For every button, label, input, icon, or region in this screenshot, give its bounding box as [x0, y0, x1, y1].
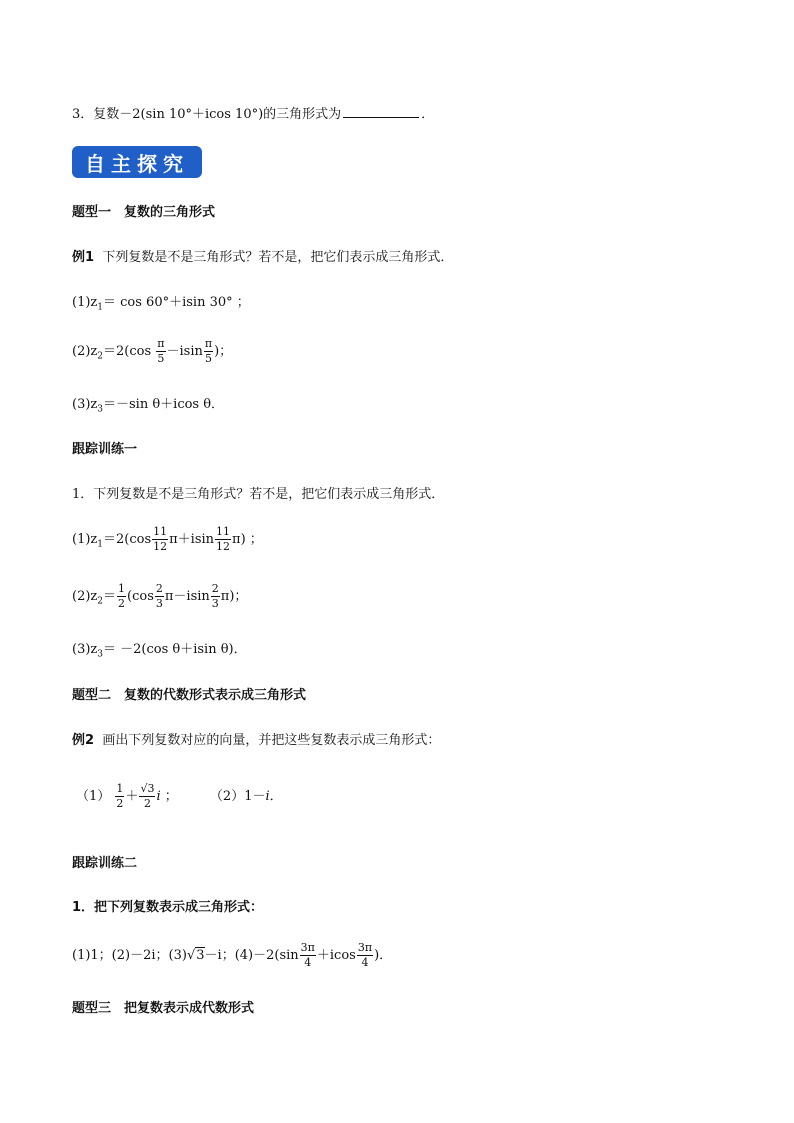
numerator: π: [204, 338, 213, 352]
denominator: 12: [216, 540, 231, 554]
question-3-text: 3．复数－2(sin 10°＋icos 10°)的三角形式为: [72, 107, 342, 122]
item-label: （2）1－: [209, 789, 266, 805]
fraction: [155, 583, 164, 610]
answer-blank: [343, 106, 419, 118]
item-label: (3)z: [72, 642, 98, 657]
fraction: [300, 942, 316, 969]
numerator: 1: [117, 583, 126, 597]
tracking-1-item-3: [72, 643, 247, 660]
numerator: 2: [211, 583, 220, 597]
item-text: －i；(4)－2(sin: [204, 948, 299, 964]
item-label: （1）: [76, 789, 111, 805]
item-label: (3)z: [72, 397, 98, 412]
example-2-label: 例2: [72, 733, 95, 748]
item-text: π＋isin: [169, 532, 215, 548]
example-2: [72, 734, 440, 747]
item-text: －isin: [166, 344, 203, 360]
item-label: (1)z: [72, 532, 98, 548]
separator: ；: [164, 789, 178, 805]
item-text: )．: [374, 948, 393, 964]
fraction: [204, 338, 213, 365]
tracking-1-title: 跟踪训练一: [72, 442, 138, 457]
numerator: 11: [215, 526, 231, 540]
item-text: π)；: [220, 589, 248, 605]
numerator: 3π: [357, 942, 373, 956]
example-1-item-2: [72, 338, 232, 365]
denominator: 2: [116, 797, 124, 811]
fraction: [152, 526, 168, 553]
question-3-end: ．: [421, 107, 435, 122]
denominator: 2: [118, 597, 126, 611]
denominator: 4: [304, 956, 312, 970]
item-text: (1)1；(2)－2i；(3): [72, 948, 187, 964]
denominator: 5: [157, 352, 165, 366]
sqrt-content: 3: [196, 948, 205, 964]
numerator: 2: [155, 583, 164, 597]
subscript: 2: [97, 596, 103, 607]
topic-3-title: 题型三 把复数表示成代数形式: [72, 1001, 255, 1016]
numerator: 11: [152, 526, 168, 540]
denominator: 4: [361, 956, 369, 970]
tracking-2-items: (1)1；(2)－2i；(3)√3－i；(4)－2(sin $\frac{3\pi}{4}$ ＋icos $\frac{3\pi}{4}$ )．: [72, 941, 393, 970]
item-label: (2)z: [72, 589, 98, 605]
item-text: ＋icos: [316, 948, 356, 964]
example-1-item-3: [72, 398, 224, 415]
fraction: [156, 338, 165, 365]
numerator: 3π: [300, 942, 316, 956]
subscript: 2: [97, 351, 103, 362]
example-1: [72, 251, 453, 264]
fraction: [211, 583, 220, 610]
item-text: )；: [214, 344, 233, 360]
question-3: [72, 106, 434, 121]
subscript: 1: [97, 539, 103, 550]
item-text: ＝: [103, 589, 117, 605]
item-text: ＝2(cos: [103, 532, 152, 548]
denominator: 3: [155, 597, 163, 611]
item-label: (2)z: [72, 344, 98, 360]
example-1-label: 例1: [72, 250, 95, 265]
example-2-text: 画出下列复数对应的向量，并把这些复数表示成三角形式：: [102, 733, 441, 748]
subscript: 3: [97, 404, 103, 415]
denominator: 5: [204, 352, 212, 366]
item-text: (cos: [127, 589, 154, 605]
example-2-items: [76, 783, 283, 810]
tracking-2-question: [72, 901, 263, 914]
example-1-item-1: [72, 296, 250, 313]
imaginary-unit: i: [156, 789, 161, 805]
item-label: (1)z: [72, 295, 98, 310]
fraction: [215, 526, 231, 553]
item-text: ＝2(cos: [103, 344, 152, 360]
tracking-2-title: 跟踪训练二: [72, 856, 138, 871]
item-text: π) ；: [232, 532, 263, 548]
example-1-text: 下列复数是不是三角形式？若不是，把它们表示成三角形式．: [102, 250, 454, 265]
imaginary-unit: i: [265, 789, 270, 805]
fraction: [357, 942, 373, 969]
tracking-1-item-2: [72, 583, 247, 610]
section-badge: 自主探究: [72, 146, 202, 178]
denominator: 12: [153, 540, 168, 554]
item-text: ＝－sin θ＋icos θ．: [103, 397, 225, 412]
numerator: 1: [115, 783, 124, 797]
fraction: [117, 583, 126, 610]
tracking-1-question: 1．下列复数是不是三角形式？若不是，把它们表示成三角形式．: [72, 487, 445, 502]
numerator: π: [156, 338, 165, 352]
item-text: ＝ －2(cos θ＋isin θ)．: [103, 642, 247, 657]
subscript: 3: [97, 649, 103, 660]
fraction: [115, 783, 124, 810]
topic-2-title: 题型二 复数的代数形式表示成三角形式: [72, 688, 307, 703]
item-end: ．: [269, 789, 283, 805]
subscript: 1: [97, 302, 103, 313]
numerator: √3: [139, 783, 155, 797]
item-text: ＝ cos 60°＋isin 30° ；: [103, 295, 250, 310]
denominator: 3: [211, 597, 219, 611]
plus-sign: ＋: [125, 789, 139, 805]
denominator: 2: [143, 797, 151, 811]
fraction: [139, 783, 155, 810]
item-text: π－isin: [164, 589, 210, 605]
topic-1-title: 题型一 复数的三角形式: [72, 205, 216, 220]
tracking-1-item-1: [72, 526, 263, 553]
question-text: 1．把下列复数表示成三角形式：: [72, 900, 264, 915]
